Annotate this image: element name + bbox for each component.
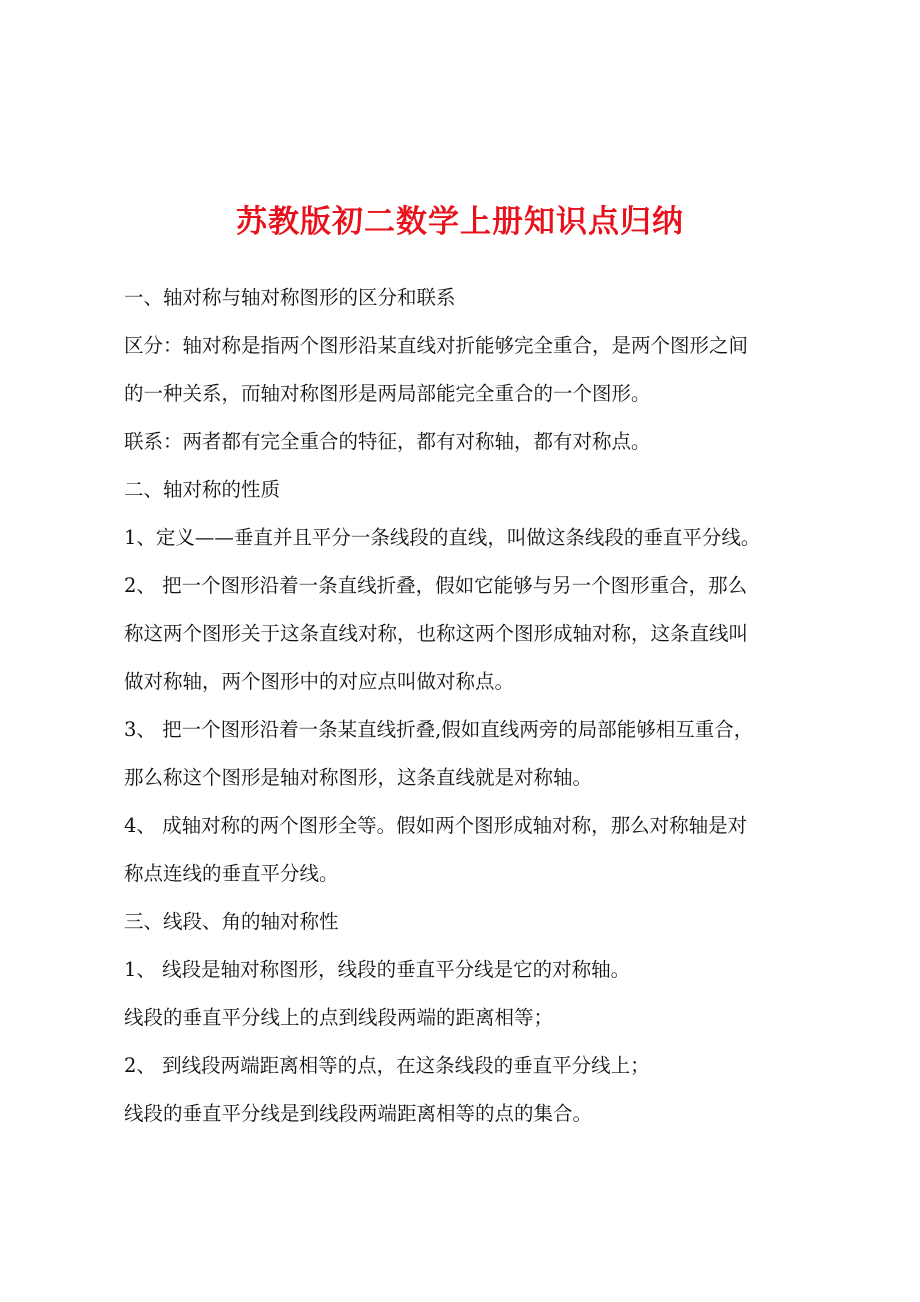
paragraph-line: 线段的垂直平分线上的点到线段两端的距离相等； bbox=[124, 1006, 554, 1029]
paragraph-line: 1、 线段是轴对称图形，线段的垂直平分线是它的对称轴。 bbox=[124, 958, 631, 981]
paragraph-line: 4、 成轴对称的两个图形全等。假如两个图形成轴对称，那么对称轴是对 bbox=[124, 814, 748, 837]
paragraph-line: 区分：轴对称是指两个图形沿某直线对折能够完全重合，是两个图形之间 bbox=[124, 334, 749, 357]
paragraph-line: 3、 把一个图形沿着一条某直线折叠,假如直线两旁的局部能够相互重合， bbox=[124, 718, 754, 741]
paragraph-line: 2、 到线段两端距离相等的点，在这条线段的垂直平分线上； bbox=[124, 1054, 650, 1077]
section-heading-1: 一、轴对称与轴对称图形的区分和联系 bbox=[124, 286, 456, 309]
paragraph-line: 2、 把一个图形沿着一条直线折叠，假如它能够与另一个图形重合，那么 bbox=[124, 574, 748, 597]
paragraph-line: 做对称轴，两个图形中的对应点叫做对称点。 bbox=[124, 670, 515, 693]
paragraph-line: 称这两个图形关于这条直线对称，也称这两个图形成轴对称，这条直线叫 bbox=[124, 622, 749, 645]
paragraph-line: 联系：两者都有完全重合的特征，都有对称轴，都有对称点。 bbox=[124, 430, 651, 453]
paragraph-line: 线段的垂直平分线是到线段两端距离相等的点的集合。 bbox=[124, 1102, 593, 1125]
document-title: 苏教版初二数学上册知识点归纳 bbox=[236, 204, 684, 240]
paragraph-line: 1、定义——垂直并且平分一条线段的直线，叫做这条线段的垂直平分线。 bbox=[124, 526, 761, 549]
section-heading-3: 三、线段、角的轴对称性 bbox=[124, 910, 339, 933]
paragraph-line: 那么称这个图形是轴对称图形，这条直线就是对称轴。 bbox=[124, 766, 593, 789]
paragraph-line: 称点连线的垂直平分线。 bbox=[124, 862, 339, 885]
section-heading-2: 二、轴对称的性质 bbox=[124, 478, 281, 501]
paragraph-line: 的一种关系，而轴对称图形是两局部能完全重合的一个图形。 bbox=[124, 382, 651, 405]
